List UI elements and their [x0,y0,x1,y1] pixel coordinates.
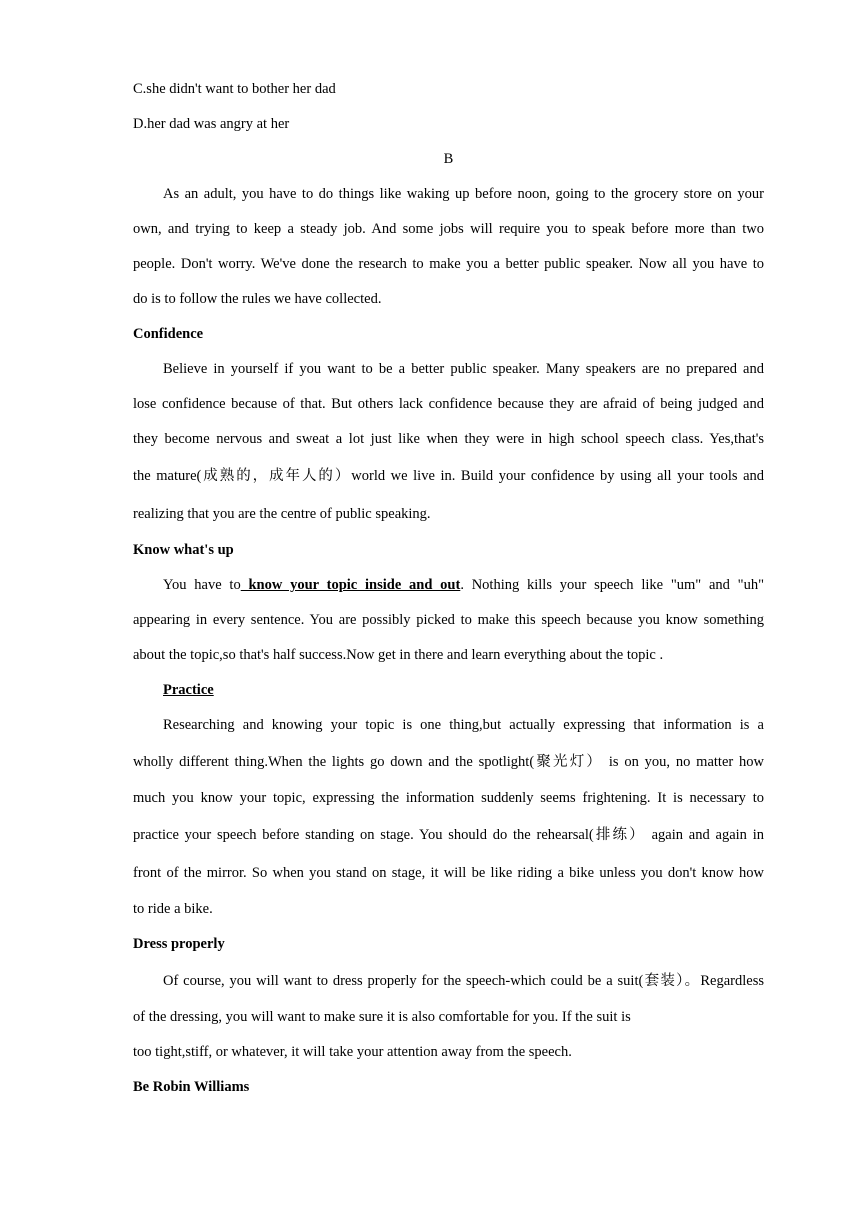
text-line [133,568,764,603]
section-label: B [443,151,454,167]
text-line: too tight,stiff, or whatever, it will take your attention away from the speech. [133,1044,572,1060]
dress-paragraph [133,962,764,1070]
text-line: wholly different thing.When the lights go down and the spotlight(聚光灯） is on you, no matter how [133,754,764,770]
text-line: lose confidence because of that. But others lack confidence because they are afraid of being judged and [133,396,764,412]
know-paragraph [133,568,764,673]
underlined-phrase: know your topic inside and out [240,577,461,593]
text-line: do is to follow the rules we have collected. [133,291,382,307]
text-line: much you know your topic, expressing the information suddenly seems frightening. It is necessary to [133,790,764,806]
heading-practice [133,673,764,708]
text-line: front of the mirror. So when you stand on stage, it will be like riding a bike unless you don't know how [133,865,764,881]
heading-practice-label: Practice [163,682,214,698]
text-line: Of course, you will want to dress properly for the speech-which could be a suit(套装）。Regardless [163,973,764,989]
confidence-paragraph [133,352,764,533]
text-line: they become nervous and sweat a lot just like when they were in high school speech class. Yes,that's [133,431,764,447]
text-line: about the topic,so that's half success.Now get in there and learn everything about the topic . [133,647,664,663]
text-line: Researching and knowing your topic is one thing,but actually expressing that information is a [163,717,764,733]
text-line: to ride a bike. [133,901,213,917]
heading-dress-properly: Dress properly [133,936,225,952]
text-line: the mature(成熟的，成年人的）world we live in. Build your confidence by using all your tools and [133,468,764,484]
text-line: realizing that you are the centre of public speaking. [133,506,431,522]
heading-know-whats-up: Know what's up [133,542,234,558]
heading-be-robin-williams: Be Robin Williams [133,1079,250,1095]
text-line: Believe in yourself if you want to be a better public speaker. Many speakers are no prepared and [163,361,764,377]
text-line: appearing in every sentence. You are possibly picked to make this speech because you know something [133,612,764,628]
text-line: own, and trying to keep a steady job. And some jobs will require you to speak before more than two [133,221,764,237]
text-segment: You have to [163,577,241,593]
text-line: of the dressing, you will want to make sure it is also comfortable for you. If the suit is [133,1009,631,1025]
document-page [133,72,764,1105]
option-c: C.she didn't want to bother her dad [133,81,336,97]
text-line: As an adult, you have to do things like waking up before noon, going to the grocery store on your [163,186,764,202]
option-d: D.her dad was angry at her [133,116,290,132]
intro-paragraph [133,177,764,317]
practice-paragraph [133,708,764,927]
text-line: practice your speech before standing on stage. You should do the rehearsal(排练） again and again in [133,827,764,843]
heading-confidence: Confidence [133,326,204,342]
text-line: people. Don't worry. We've done the research to make you a better public speaker. Now all you have to [133,256,764,272]
text-segment: . Nothing kills your speech like "um" and "uh" [460,577,764,593]
